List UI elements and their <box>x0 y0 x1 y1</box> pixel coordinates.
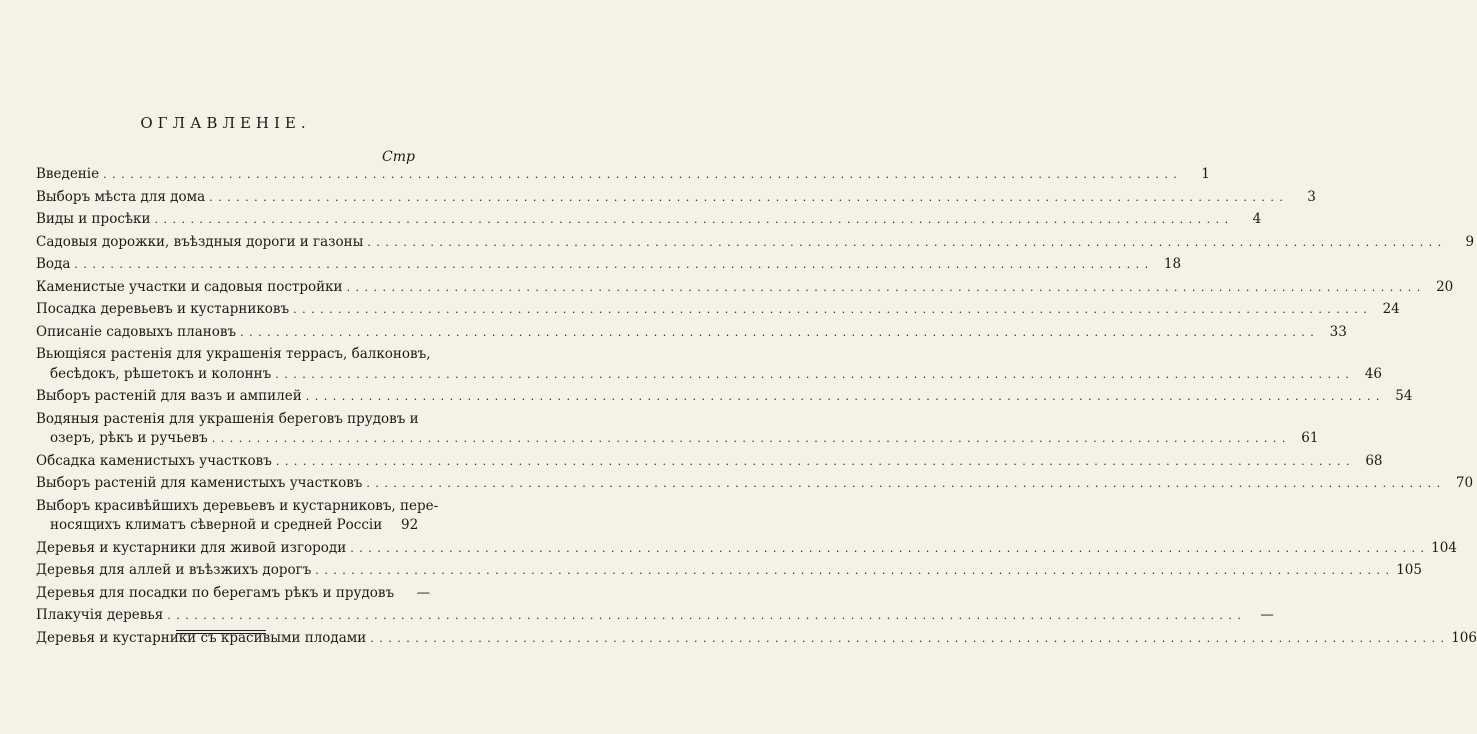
toc-entry-title: Посадка деревьевъ и кустарниковъ <box>36 301 290 317</box>
toc-entry <box>36 584 431 604</box>
toc-line <box>36 606 1274 626</box>
dot-leader: . . . . . . . . . . . . . . . . . . . . . . . . . . . . . . . . . . . . . . . . . . . . . . . . . . . . . . . . . . . . . . . . . . . . . . . . . . . . . . . . . . . . . . . . . . . . . . . . . . . . . . . . . . . . . . . . . . . . . . . . <box>209 190 1284 204</box>
page-column-header: Стр <box>382 149 415 165</box>
closing-rule-top <box>176 630 266 631</box>
toc-entry-title: Деревья и кустарники для живой изгороди <box>36 539 347 556</box>
toc-page-number: 70 <box>1455 475 1474 491</box>
toc-entry-title: Вьющіяся растенія для украшенія террасъ, балконовъ, <box>36 346 431 362</box>
dot-leader: . . . . . . . . . . . . . . . . . . . . . . . . . . . . . . . . . . . . . . . . . . . . . . . . . . . . . . . . . . . . . . . . . . . . . . . . . . . . . . . . . . . . . . . . . . . . . . . . . . . . . . . . . . . . . . . . . . . . . . . . <box>167 609 1242 622</box>
toc-page-number: 20 <box>1436 278 1454 295</box>
toc-entry-title: Вода <box>36 256 71 272</box>
closing-rule-bottom <box>176 633 266 634</box>
toc-line <box>36 188 1316 208</box>
toc-entry-title: Виды и просѣки <box>36 211 151 227</box>
toc-entry-title: Выборъ растеній для каменистыхъ участковъ <box>36 475 363 491</box>
toc-page-number: 54 <box>1395 388 1413 404</box>
toc-entry-title: озеръ, рѣкъ и ручьевъ <box>50 430 208 446</box>
toc-page-number: 92 <box>401 517 419 533</box>
toc-line <box>36 165 1210 185</box>
toc-entry-title: Водяныя растенія для украшенія береговъ прудовъ и <box>36 410 419 427</box>
toc-entry <box>36 497 439 536</box>
toc-page-number: 105 <box>1396 562 1422 578</box>
toc-entry <box>36 629 1477 649</box>
dot-leader: . . . . . . . . . . . . . . . . . . . . . . . . . . . . . . . . . . . . . . . . . . . . . . . . . . . . . . . . . . . . . . . . . . . . . . . . . . . . . . . . . . . . . . . . . . . . . . . . . . . . . . . . . . . . . . . . . . . . . . . . <box>370 631 1445 645</box>
toc-entry-title: Выборъ растеній для вазъ и ампилей <box>36 388 302 404</box>
toc-entry <box>36 255 1182 275</box>
toc-entry-title: Введеніе <box>36 166 100 182</box>
toc-page-number: — <box>1260 607 1274 623</box>
toc-page-number: 18 <box>1163 256 1182 272</box>
toc-line <box>36 387 1413 407</box>
toc-line <box>36 539 1457 559</box>
dot-leader: . . . . . . . . . . . . . . . . . . . . . . . . . . . . . . . . . . . . . . . . . . . . . . . . . . . . . . . . . . . . . . . . . . . . . . . . . . . . . . . . . . . . . . . . . . . . . . . . . . . . . . . . . . . . . . . . . . . . . . . . <box>350 541 1425 555</box>
toc-line <box>36 365 1382 385</box>
toc-entry <box>36 233 1475 253</box>
toc-line <box>36 210 1262 230</box>
toc-page-number: 4 <box>1252 211 1262 227</box>
toc-page-number: 104 <box>1431 539 1457 556</box>
dot-leader: . . . . . . . . . . . . . . . . . . . . . . . . . . . . . . . . . . . . . . . . . . . . . . . . . . . . . . . . . . . . . . . . . . . . . . . . . . . . . . . . . . . . . . . . . . . . . . . . . . . . . . . . . . . . . . . . . . . . . . . . <box>305 390 1381 403</box>
toc-page-number: 24 <box>1382 301 1400 317</box>
toc-page-number: 1 <box>1201 166 1210 182</box>
toc-entry-title: носящихъ климатъ сѣверной и средней Россіи <box>50 517 383 533</box>
toc-entry-title: Каменистые участки и садовыя постройки <box>36 278 343 295</box>
toc-line <box>36 410 419 430</box>
toc-entry <box>36 474 1474 494</box>
toc-line <box>36 584 431 604</box>
toc-page-number: 46 <box>1364 365 1382 382</box>
toc-entry-title: Деревья и кустарники съ красивыми плодами <box>36 629 367 646</box>
toc-line <box>36 474 1474 494</box>
toc-entry-title: Описаніе садовыхъ плановъ <box>36 323 237 340</box>
dot-leader: . . . . . . . . . . . . . . . . . . . . . . . . . . . . . . . . . . . . . . . . . . . . . . . . . . . . . . . . . . . . . . . . . . . . . . . . . . . . . . . . . . . . . . . . . . . . . . . . . . . . . . . . . . . . . . . . . . . . . . . . <box>275 367 1350 381</box>
dot-leader: . . . . . . . . . . . . . . . . . . . . . . . . . . . . . . . . . . . . . . . . . . . . . . . . . . . . . . . . . . . . . . . . . . . . . . . . . . . . . . . . . . . . . . . . . . . . . . . . . . . . . . . . . . . . . . . . . . . . . . . . <box>103 168 1178 181</box>
toc-line <box>36 345 431 365</box>
toc-entry-title: Выборъ красивѣйшихъ деревьевъ и кустарниковъ, пере- <box>36 497 439 514</box>
toc-entry <box>36 188 1316 208</box>
toc-entry <box>36 345 1382 384</box>
toc-line <box>36 429 1319 449</box>
dot-leader: . . . . . . . . . . . . . . . . . . . . . . . . . . . . . . . . . . . . . . . . . . . . . . . . . . . . . . . . . . . . . . . . . . . . . . . . . . . . . . . . . . . . . . . . . . . . . . . . . . . . . . . . . . . . . . . . . . . . . . . . <box>367 235 1443 249</box>
toc-entry <box>36 410 1319 449</box>
toc-entry-title: Плакучія деревья <box>36 607 164 623</box>
toc-line <box>36 323 1347 343</box>
dot-leader: . . . . . . . . . . . . . . . . . . . . . . . . . . . . . . . . . . . . . . . . . . . . . . . . . . . . . . . . . . . . . . . . . . . . . . . . . . . . . . . . . . . . . . . . . . . . . . . . . . . . . . . . . . . . . . . . . . . . . . . . <box>293 303 1368 316</box>
toc-entry <box>36 606 1274 626</box>
dot-leader: . . . . . . . . . . . . . . . . . . . . . . . . . . . . . . . . . . . . . . . . . . . . . . . . . . . . . . . . . . . . . . . . . . . . . . . . . . . . . . . . . . . . . . . . . . . . . . . . . . . . . . . . . . . . . . . . . . . . . . . . <box>154 213 1230 226</box>
toc-entry-title: Обсадка каменистыхъ участковъ <box>36 452 272 469</box>
dot-leader: . . . . . . . . . . . . . . . . . . . . . . . . . . . . . . . . . . . . . . . . . . . . . . . . . . . . . . . . . . . . . . . . . . . . . . . . . . . . . . . . . . . . . . . . . . . . . . . . . . . . . . . . . . . . . . . . . . . . . . . . <box>366 477 1442 490</box>
dot-leader: . . . . . . . . . . . . . . . . . . . . . . . . . . . . . . . . . . . . . . . . . . . . . . . . . . . . . . . . . . . . . . . . . . . . . . . . . . . . . . . . . . . . . . . . . . . . . . . . . . . . . . . . . . . . . . . . . . . . . . . . <box>74 258 1150 271</box>
toc-page-number: 106 <box>1451 629 1477 646</box>
toc-entry <box>36 323 1347 343</box>
toc-line <box>36 497 439 517</box>
toc-entry <box>36 278 1454 298</box>
toc-line <box>36 255 1182 275</box>
page-title: ОГЛАВЛЕНІЕ. <box>140 114 311 132</box>
toc-line <box>36 278 1454 298</box>
dot-leader: . . . . . . . . . . . . . . . . . . . . . . . . . . . . . . . . . . . . . . . . . . . . . . . . . . . . . . . . . . . . . . . . . . . . . . . . . . . . . . . . . . . . . . . . . . . . . . . . . . . . . . . . . . . . . . . . . . . . . . . . <box>275 454 1351 468</box>
toc-entry <box>36 210 1262 230</box>
toc-page-number: 33 <box>1329 323 1347 340</box>
dot-leader: . . . . . . . . . . . . . . . . . . . . . . . . . . . . . . . . . . . . . . . . . . . . . . . . . . . . . . . . . . . . . . . . . . . . . . . . . . . . . . . . . . . . . . . . . . . . . . . . . . . . . . . . . . . . . . . . . . . . . . . . <box>240 325 1315 339</box>
toc-page-number: 68 <box>1365 452 1383 469</box>
dot-leader: . . . . . . . . . . . . . . . . . . . . . . . . . . . . . . . . . . . . . . . . . . . . . . . . . . . . . . . . . . . . . . . . . . . . . . . . . . . . . . . . . . . . . . . . . . . . . . . . . . . . . . . . . . . . . . . . . . . . . . . . <box>346 280 1422 294</box>
toc-line <box>36 516 419 536</box>
toc-entry-title: Деревья для посадки по берегамъ рѣкъ и прудовъ <box>36 584 395 601</box>
toc-entry <box>36 561 1422 581</box>
toc-entry <box>36 452 1383 472</box>
toc-page-number: 61 <box>1301 430 1319 446</box>
toc-line <box>36 300 1400 320</box>
table-of-contents <box>36 162 1477 648</box>
toc-page-number: 3 <box>1307 188 1316 205</box>
toc-page-number: 9 <box>1465 233 1475 250</box>
toc-line <box>36 452 1383 472</box>
toc-entry <box>36 387 1413 407</box>
toc-entry <box>36 300 1400 320</box>
toc-entry-title: бесѣдокъ, рѣшетокъ и колоннъ <box>50 365 272 382</box>
toc-page-number: — <box>416 584 431 601</box>
toc-entry <box>36 165 1210 185</box>
dot-leader: . . . . . . . . . . . . . . . . . . . . . . . . . . . . . . . . . . . . . . . . . . . . . . . . . . . . . . . . . . . . . . . . . . . . . . . . . . . . . . . . . . . . . . . . . . . . . . . . . . . . . . . . . . . . . . . . . . . . . . . . <box>211 432 1287 445</box>
toc-line <box>36 233 1475 253</box>
toc-line <box>36 629 1477 649</box>
toc-entry-title: Деревья для аллей и въѣзжихъ дорогъ <box>36 562 312 578</box>
toc-entry <box>36 539 1457 559</box>
dot-leader: . . . . . . . . . . . . . . . . . . . . . . . . . . . . . . . . . . . . . . . . . . . . . . . . . . . . . . . . . . . . . . . . . . . . . . . . . . . . . . . . . . . . . . . . . . . . . . . . . . . . . . . . . . . . . . . . . . . . . . . . <box>315 564 1390 577</box>
toc-entry-title: Выборъ мѣста для дома <box>36 188 206 205</box>
toc-entry-title: Садовыя дорожки, въѣздныя дороги и газоны <box>36 233 364 250</box>
toc-line <box>36 561 1422 581</box>
